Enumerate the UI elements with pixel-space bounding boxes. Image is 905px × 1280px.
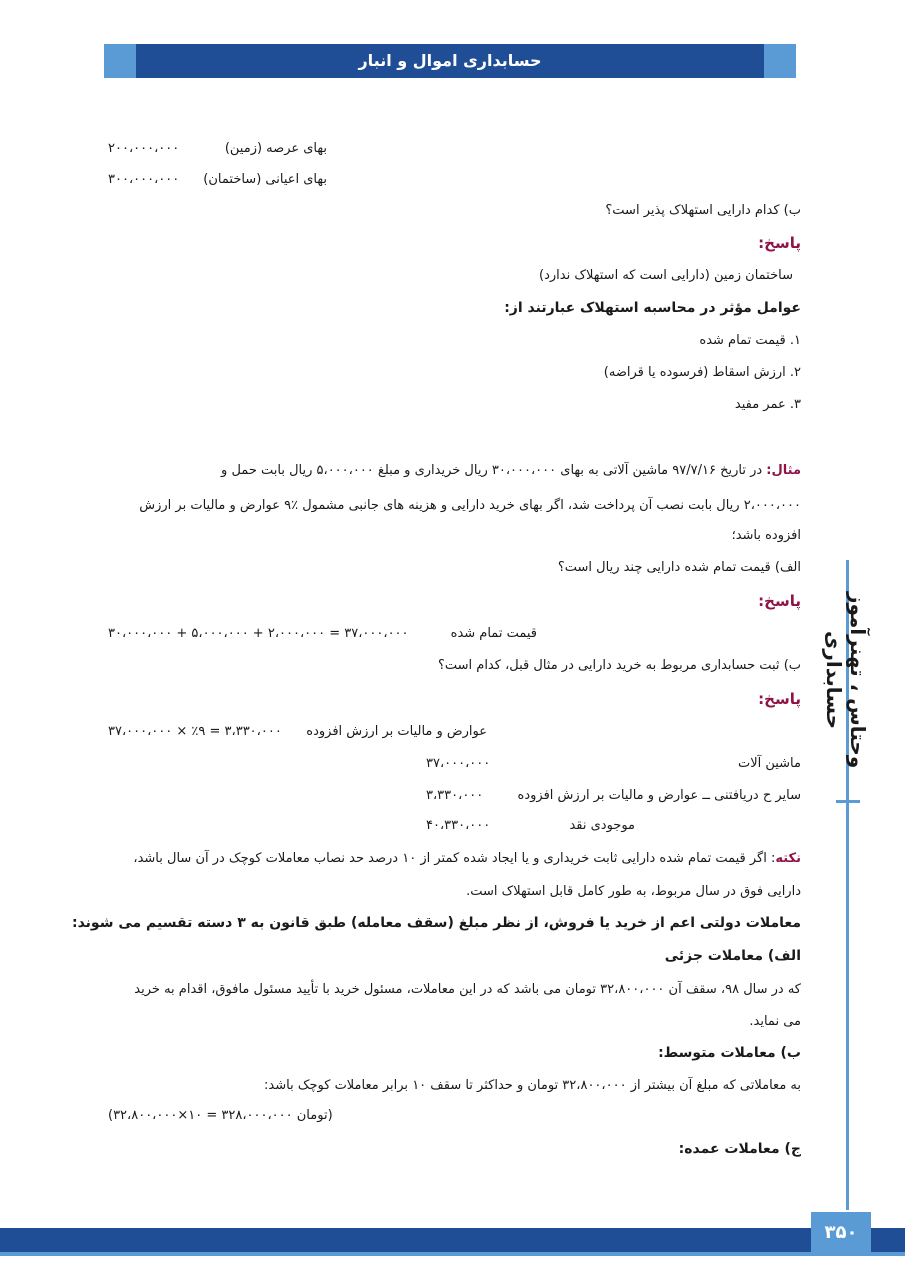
answer-label: پاسخ: [758, 592, 801, 610]
question-a-cost: الف) قیمت تمام شده دارایی چند ریال است؟ [557, 560, 801, 575]
vat-label: عوارض و مالیات بر ارزش افزوده [306, 724, 487, 739]
side-rule-tick [836, 800, 860, 803]
transactions-a-title: الف) معاملات جزئی [664, 948, 801, 964]
footer-bar [0, 1228, 905, 1252]
example-line-1: در تاریخ ۹۷/۷/۱۶ ماشین آلاتی به بهای ۳۰،۰۰۰،۰۰۰ ریال خریداری و مبلغ ۵،۰۰۰،۰۰۰ ریال بابت حمل و [221, 463, 763, 478]
transactions-c-title: ج) معاملات عمده: [678, 1141, 801, 1157]
factors-title: عوامل مؤثر در محاسبه استهلاک عبارتند از: [504, 300, 801, 316]
header-accent-left [104, 44, 136, 78]
journal-account-debit: ماشین آلات [737, 756, 801, 771]
cost-formula: ۳۰،۰۰۰،۰۰۰ + ۵،۰۰۰،۰۰۰ + ۲،۰۰۰،۰۰۰ = ۳۷،۰۰۰،۰۰۰ [108, 626, 409, 641]
transactions-b-line-1: به معاملاتی که مبلغ آن بیشتر از ۳۲،۸۰۰،۰۰۰ تومان و حداکثر تا سقف ۱۰ برابر معاملات کوچک باشد: [264, 1078, 801, 1093]
answer-label: پاسخ: [758, 234, 801, 252]
transactions-a-line-1: که در سال ۹۸، سقف آن ۳۲،۸۰۰،۰۰۰ تومان می باشد که در این معاملات، مسئول خرید با تأیید مسئول مافوق، اقدام به خرید [134, 982, 801, 997]
note-line-2: دارایی فوق در سال مربوط، به طور کامل قابل استهلاک است. [466, 884, 801, 899]
transactions-a-line-2: می نماید. [749, 1014, 801, 1029]
note-line-1 [108, 851, 801, 866]
vat-formula: ۳۷،۰۰۰،۰۰۰ × ٪۹ = ۳،۳۳۰،۰۰۰ [108, 724, 282, 739]
note-label: نکته [775, 851, 801, 866]
page-number: ۳۵۰ [811, 1212, 871, 1254]
factor-item: ۱. قیمت تمام شده [699, 333, 801, 348]
answer-label: پاسخ: [758, 690, 801, 708]
factor-item: ۲. ارزش اسقاط (فرسوده یا قراضه) [603, 365, 801, 380]
cost-label: قیمت تمام شده [450, 626, 537, 641]
example-label: مثال: [766, 463, 801, 478]
journal-amount-debit: ۳،۳۳۰،۰۰۰ [426, 788, 484, 803]
example-line-2: ۲،۰۰۰،۰۰۰ ریال بابت نصب آن پرداخت شد، اگر بهای خرید دارایی و هزینه های جانبی مشمول ٪۹ عوارض و مالیات بر ارزش [139, 498, 801, 513]
example-paragraph [108, 455, 801, 487]
land-label: بهای عرصه (زمین) [224, 141, 327, 156]
factor-item: ۳. عمر مفید [734, 397, 801, 412]
building-value: ۳۰۰،۰۰۰،۰۰۰ [108, 172, 180, 187]
question-b-depreciable: ب) کدام دارایی استهلاک پذیر است؟ [605, 203, 801, 218]
transactions-title: معاملات دولتی اعم از خرید یا فروش، از نظر مبلغ (سقف معامله) طبق قانون به ۳ دسته تقسیم می شوند: [71, 915, 801, 931]
header-accent-right [764, 44, 796, 78]
journal-amount-debit: ۳۷،۰۰۰،۰۰۰ [426, 756, 491, 771]
example-line-3: افزوده باشد؛ [731, 528, 801, 543]
transactions-b-formula: (تومان ۳۲۸،۰۰۰،۰۰۰ = ۱۰×۳۲،۸۰۰،۰۰۰) [108, 1108, 333, 1123]
building-label: بهای اعیانی (ساختمان) [203, 172, 327, 187]
answer-text: ساختمان زمین (دارایی است که استهلاک ندارد) [539, 268, 793, 283]
journal-amount-credit: ۴۰،۳۳۰،۰۰۰ [426, 818, 491, 833]
transactions-b-title: ب) معاملات متوسط: [658, 1045, 801, 1061]
question-b-journal: ب) ثبت حسابداری مربوط به خرید دارایی در مثال قبل، کدام است؟ [437, 658, 801, 673]
note-text: : اگر قیمت تمام شده دارایی ثابت خریداری و یا ایجاد شده کمتر از ۱۰ درصد حد نصاب معاملات کوچک در آن سال باشد، [133, 851, 776, 866]
side-book-title: وحتاس ، تهنرآموز حسابداری [822, 591, 870, 769]
footer-stripe [0, 1252, 905, 1256]
page-header-title: حسابداری اموال و انبار [358, 51, 542, 70]
journal-account-credit: موجودی نقد [569, 818, 635, 833]
land-value: ۲۰۰،۰۰۰،۰۰۰ [108, 141, 180, 156]
journal-account-debit: سایر ح دریافتنی ــ عوارض و مالیات بر ارزش افزوده [517, 788, 801, 803]
